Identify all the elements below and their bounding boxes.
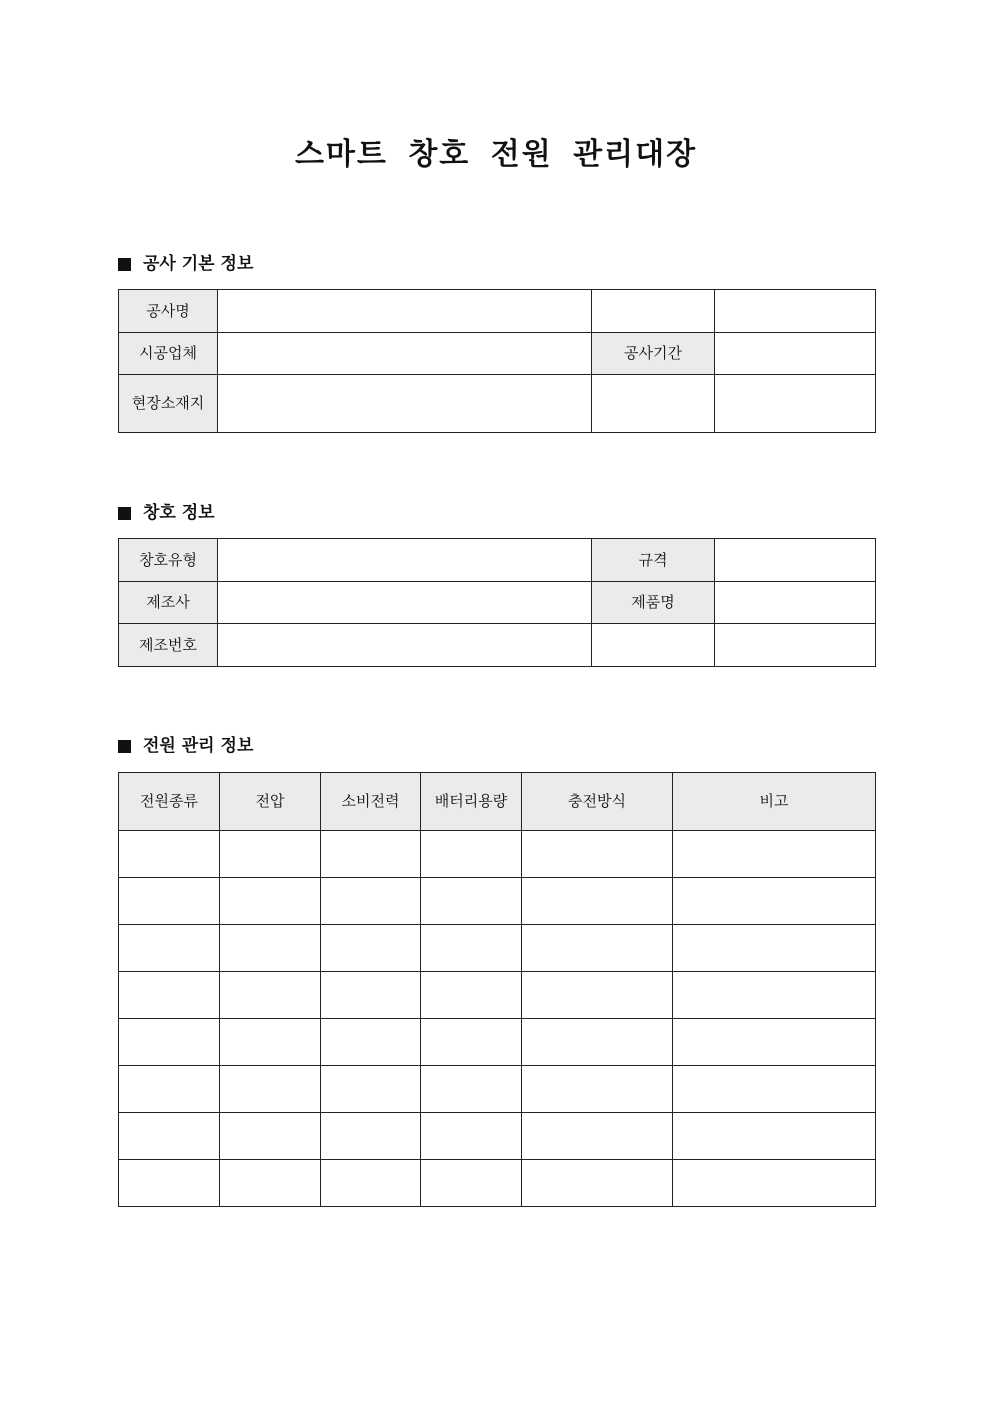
voltage-cell[interactable] [220,1160,321,1207]
remarks-cell[interactable] [673,1160,876,1207]
voltage-cell[interactable] [220,831,321,878]
remarks-cell[interactable] [673,878,876,925]
project-name-field[interactable] [218,290,592,333]
product-name-field[interactable] [715,582,876,624]
table-row [119,1019,876,1066]
power-type-cell[interactable] [119,925,220,972]
charging-method-cell[interactable] [522,1160,673,1207]
battery-capacity-cell[interactable] [421,831,522,878]
column-header-remarks: 비고 [673,773,876,831]
document-title: 스마트 창호 전원 관리대장 [294,137,698,172]
power-type-cell[interactable] [119,972,220,1019]
basic-row3-right-field[interactable] [715,375,876,433]
square-bullet-icon [118,507,131,520]
table-row [119,1066,876,1113]
voltage-cell[interactable] [220,925,321,972]
charging-method-cell[interactable] [522,1019,673,1066]
specification-label: 규격 [592,539,715,582]
battery-capacity-cell[interactable] [421,1066,522,1113]
power-consumption-cell[interactable] [321,1160,421,1207]
voltage-cell[interactable] [220,972,321,1019]
power-type-cell[interactable] [119,1160,220,1207]
table-row [119,333,876,375]
section-heading-power [118,734,253,758]
power-type-cell[interactable] [119,1113,220,1160]
power-consumption-cell[interactable] [321,1019,421,1066]
basic-row1-right-field[interactable] [715,290,876,333]
section-heading-window [118,501,215,525]
serial-number-field[interactable] [218,624,592,667]
table-row [119,290,876,333]
power-type-cell[interactable] [119,1066,220,1113]
battery-capacity-cell[interactable] [421,1019,522,1066]
construction-period-field[interactable] [715,333,876,375]
charging-method-cell[interactable] [522,831,673,878]
contractor-label: 시공업체 [119,333,218,375]
site-location-field[interactable] [218,375,592,433]
power-consumption-cell[interactable] [321,925,421,972]
section-heading-power-label: 전원 관리 정보 [143,736,254,756]
voltage-cell[interactable] [220,1019,321,1066]
power-management-table [118,772,876,1207]
table-row [119,539,876,582]
power-table-body [119,831,876,1207]
charging-method-cell[interactable] [522,878,673,925]
table-row [119,1113,876,1160]
manufacturer-field[interactable] [218,582,592,624]
basic-row3-mid-cell [592,375,715,433]
contractor-field[interactable] [218,333,592,375]
project-name-label: 공사명 [119,290,218,333]
basic-row1-mid-cell [592,290,715,333]
power-consumption-cell[interactable] [321,1113,421,1160]
window-type-label: 창호유형 [119,539,218,582]
remarks-cell[interactable] [673,831,876,878]
voltage-cell[interactable] [220,878,321,925]
window-row3-right-field[interactable] [715,624,876,667]
charging-method-cell[interactable] [522,1066,673,1113]
battery-capacity-cell[interactable] [421,1113,522,1160]
column-header-battery-capacity: 배터리용량 [421,773,522,831]
power-consumption-cell[interactable] [321,831,421,878]
column-header-power-type: 전원종류 [119,773,220,831]
basic-info-table [118,289,876,433]
remarks-cell[interactable] [673,972,876,1019]
table-row [119,624,876,667]
site-location-label: 현장소재지 [119,375,218,433]
section-heading-basic [118,252,253,276]
power-type-cell[interactable] [119,1019,220,1066]
window-type-field[interactable] [218,539,592,582]
battery-capacity-cell[interactable] [421,1160,522,1207]
power-consumption-cell[interactable] [321,972,421,1019]
window-row3-mid-cell [592,624,715,667]
remarks-cell[interactable] [673,925,876,972]
square-bullet-icon [118,740,131,753]
voltage-cell[interactable] [220,1113,321,1160]
column-header-charging-method: 충전방식 [522,773,673,831]
power-type-cell[interactable] [119,831,220,878]
charging-method-cell[interactable] [522,1113,673,1160]
column-header-voltage: 전압 [220,773,321,831]
table-row [119,582,876,624]
table-row [119,831,876,878]
voltage-cell[interactable] [220,1066,321,1113]
product-name-label: 제품명 [592,582,715,624]
table-row [119,972,876,1019]
power-type-cell[interactable] [119,878,220,925]
column-header-power-consumption: 소비전력 [321,773,421,831]
remarks-cell[interactable] [673,1019,876,1066]
section-heading-window-label: 창호 정보 [143,503,215,523]
table-row [119,375,876,433]
power-consumption-cell[interactable] [321,878,421,925]
serial-number-label: 제조번호 [119,624,218,667]
remarks-cell[interactable] [673,1113,876,1160]
construction-period-label: 공사기간 [592,333,715,375]
table-row [119,925,876,972]
remarks-cell[interactable] [673,1066,876,1113]
table-row [119,1160,876,1207]
charging-method-cell[interactable] [522,925,673,972]
power-consumption-cell[interactable] [321,1066,421,1113]
specification-field[interactable] [715,539,876,582]
battery-capacity-cell[interactable] [421,925,522,972]
charging-method-cell[interactable] [522,972,673,1019]
battery-capacity-cell[interactable] [421,972,522,1019]
manufacturer-label: 제조사 [119,582,218,624]
table-row [119,878,876,925]
battery-capacity-cell[interactable] [421,878,522,925]
window-info-table [118,538,876,667]
section-heading-basic-label: 공사 기본 정보 [143,254,254,274]
table-header-row [119,773,876,831]
square-bullet-icon [118,258,131,271]
